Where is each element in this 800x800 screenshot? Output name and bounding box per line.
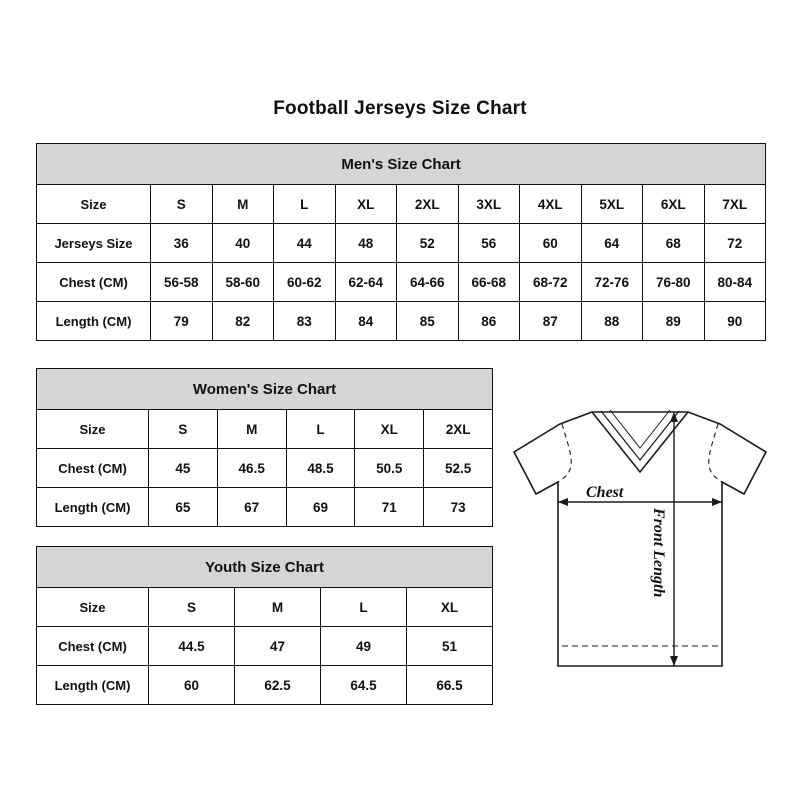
table-row bbox=[37, 547, 493, 588]
table-row bbox=[37, 488, 493, 527]
cell: 88 bbox=[581, 302, 643, 341]
cell: L bbox=[321, 588, 407, 627]
cell: 3XL bbox=[458, 185, 520, 224]
cell: 84 bbox=[335, 302, 397, 341]
cell: 64 bbox=[581, 224, 643, 263]
cell: 60-62 bbox=[274, 263, 336, 302]
cell: 60 bbox=[520, 224, 582, 263]
cell: 4XL bbox=[520, 185, 582, 224]
cell: 56-58 bbox=[151, 263, 213, 302]
table-row bbox=[37, 302, 766, 341]
cell: 60 bbox=[149, 666, 235, 705]
shirt-outline bbox=[514, 412, 766, 666]
table-row bbox=[37, 185, 766, 224]
table-row bbox=[37, 224, 766, 263]
cell: 47 bbox=[235, 627, 321, 666]
cell: 7XL bbox=[704, 185, 766, 224]
mens-size-chart-table bbox=[36, 143, 766, 341]
neck-inner-line bbox=[601, 411, 679, 460]
chest-measurement-label: Chest bbox=[586, 484, 624, 501]
cell: 68 bbox=[643, 224, 705, 263]
cell: 40 bbox=[212, 224, 274, 263]
cell: M bbox=[217, 410, 286, 449]
row-label-jerseys-size: Jerseys Size bbox=[37, 224, 151, 263]
row-label-size: Size bbox=[37, 185, 151, 224]
youth-section-title: Youth Size Chart bbox=[37, 547, 493, 588]
cell: XL bbox=[355, 410, 424, 449]
cell: 90 bbox=[704, 302, 766, 341]
row-label-length: Length (CM) bbox=[37, 488, 149, 527]
youth-size-chart-table bbox=[36, 546, 493, 705]
cell: 85 bbox=[397, 302, 459, 341]
table-row bbox=[37, 666, 493, 705]
left-sleeve-seam bbox=[558, 424, 571, 482]
cell: 64-66 bbox=[397, 263, 459, 302]
table-row bbox=[37, 588, 493, 627]
mens-section-title: Men's Size Chart bbox=[37, 144, 766, 185]
cell: S bbox=[149, 588, 235, 627]
row-label-length: Length (CM) bbox=[37, 666, 149, 705]
right-sleeve-seam bbox=[709, 424, 722, 482]
row-label-chest: Chest (CM) bbox=[37, 449, 149, 488]
cell: 83 bbox=[274, 302, 336, 341]
cell: 2XL bbox=[424, 410, 493, 449]
cell: 50.5 bbox=[355, 449, 424, 488]
cell: 67 bbox=[217, 488, 286, 527]
row-label-length: Length (CM) bbox=[37, 302, 151, 341]
cell: 73 bbox=[424, 488, 493, 527]
cell: S bbox=[149, 410, 218, 449]
cell: 5XL bbox=[581, 185, 643, 224]
row-label-size: Size bbox=[37, 410, 149, 449]
table-row bbox=[37, 410, 493, 449]
cell: S bbox=[151, 185, 213, 224]
page-title: Football Jerseys Size Chart bbox=[273, 98, 527, 119]
cell: 51 bbox=[407, 627, 493, 666]
cell: 66-68 bbox=[458, 263, 520, 302]
cell: M bbox=[235, 588, 321, 627]
cell: L bbox=[274, 185, 336, 224]
womens-size-chart-table bbox=[36, 368, 493, 527]
cell: XL bbox=[335, 185, 397, 224]
cell: 44 bbox=[274, 224, 336, 263]
table-row bbox=[37, 369, 493, 410]
cell: 62.5 bbox=[235, 666, 321, 705]
cell: 69 bbox=[286, 488, 355, 527]
table-row bbox=[37, 449, 493, 488]
chest-arrow-left bbox=[558, 498, 568, 506]
cell: 72-76 bbox=[581, 263, 643, 302]
row-label-chest: Chest (CM) bbox=[37, 627, 149, 666]
cell: XL bbox=[407, 588, 493, 627]
jersey-measurement-diagram bbox=[500, 398, 780, 698]
cell: 44.5 bbox=[149, 627, 235, 666]
cell: 56 bbox=[458, 224, 520, 263]
front-length-measurement-label: Front Length bbox=[650, 508, 667, 598]
cell: 46.5 bbox=[217, 449, 286, 488]
cell: M bbox=[212, 185, 274, 224]
cell: 52 bbox=[397, 224, 459, 263]
cell: 80-84 bbox=[704, 263, 766, 302]
cell: 76-80 bbox=[643, 263, 705, 302]
womens-section-title: Women's Size Chart bbox=[37, 369, 493, 410]
cell: 89 bbox=[643, 302, 705, 341]
table-row bbox=[37, 144, 766, 185]
cell: 64.5 bbox=[321, 666, 407, 705]
cell: 52.5 bbox=[424, 449, 493, 488]
cell: 65 bbox=[149, 488, 218, 527]
cell: 48 bbox=[335, 224, 397, 263]
cell: 48.5 bbox=[286, 449, 355, 488]
cell: 71 bbox=[355, 488, 424, 527]
row-label-size: Size bbox=[37, 588, 149, 627]
cell: 68-72 bbox=[520, 263, 582, 302]
cell: 86 bbox=[458, 302, 520, 341]
cell: 82 bbox=[212, 302, 274, 341]
table-row bbox=[37, 627, 493, 666]
neck-inner-line-2 bbox=[610, 410, 670, 448]
cell: 45 bbox=[149, 449, 218, 488]
table-row bbox=[37, 263, 766, 302]
cell: 6XL bbox=[643, 185, 705, 224]
row-label-chest: Chest (CM) bbox=[37, 263, 151, 302]
cell: 58-60 bbox=[212, 263, 274, 302]
cell: 66.5 bbox=[407, 666, 493, 705]
cell: 2XL bbox=[397, 185, 459, 224]
cell: 36 bbox=[151, 224, 213, 263]
cell: 79 bbox=[151, 302, 213, 341]
cell: 62-64 bbox=[335, 263, 397, 302]
front-length-arrow-bottom bbox=[670, 656, 678, 666]
chest-arrow-right bbox=[712, 498, 722, 506]
cell: L bbox=[286, 410, 355, 449]
cell: 72 bbox=[704, 224, 766, 263]
cell: 49 bbox=[321, 627, 407, 666]
cell: 87 bbox=[520, 302, 582, 341]
